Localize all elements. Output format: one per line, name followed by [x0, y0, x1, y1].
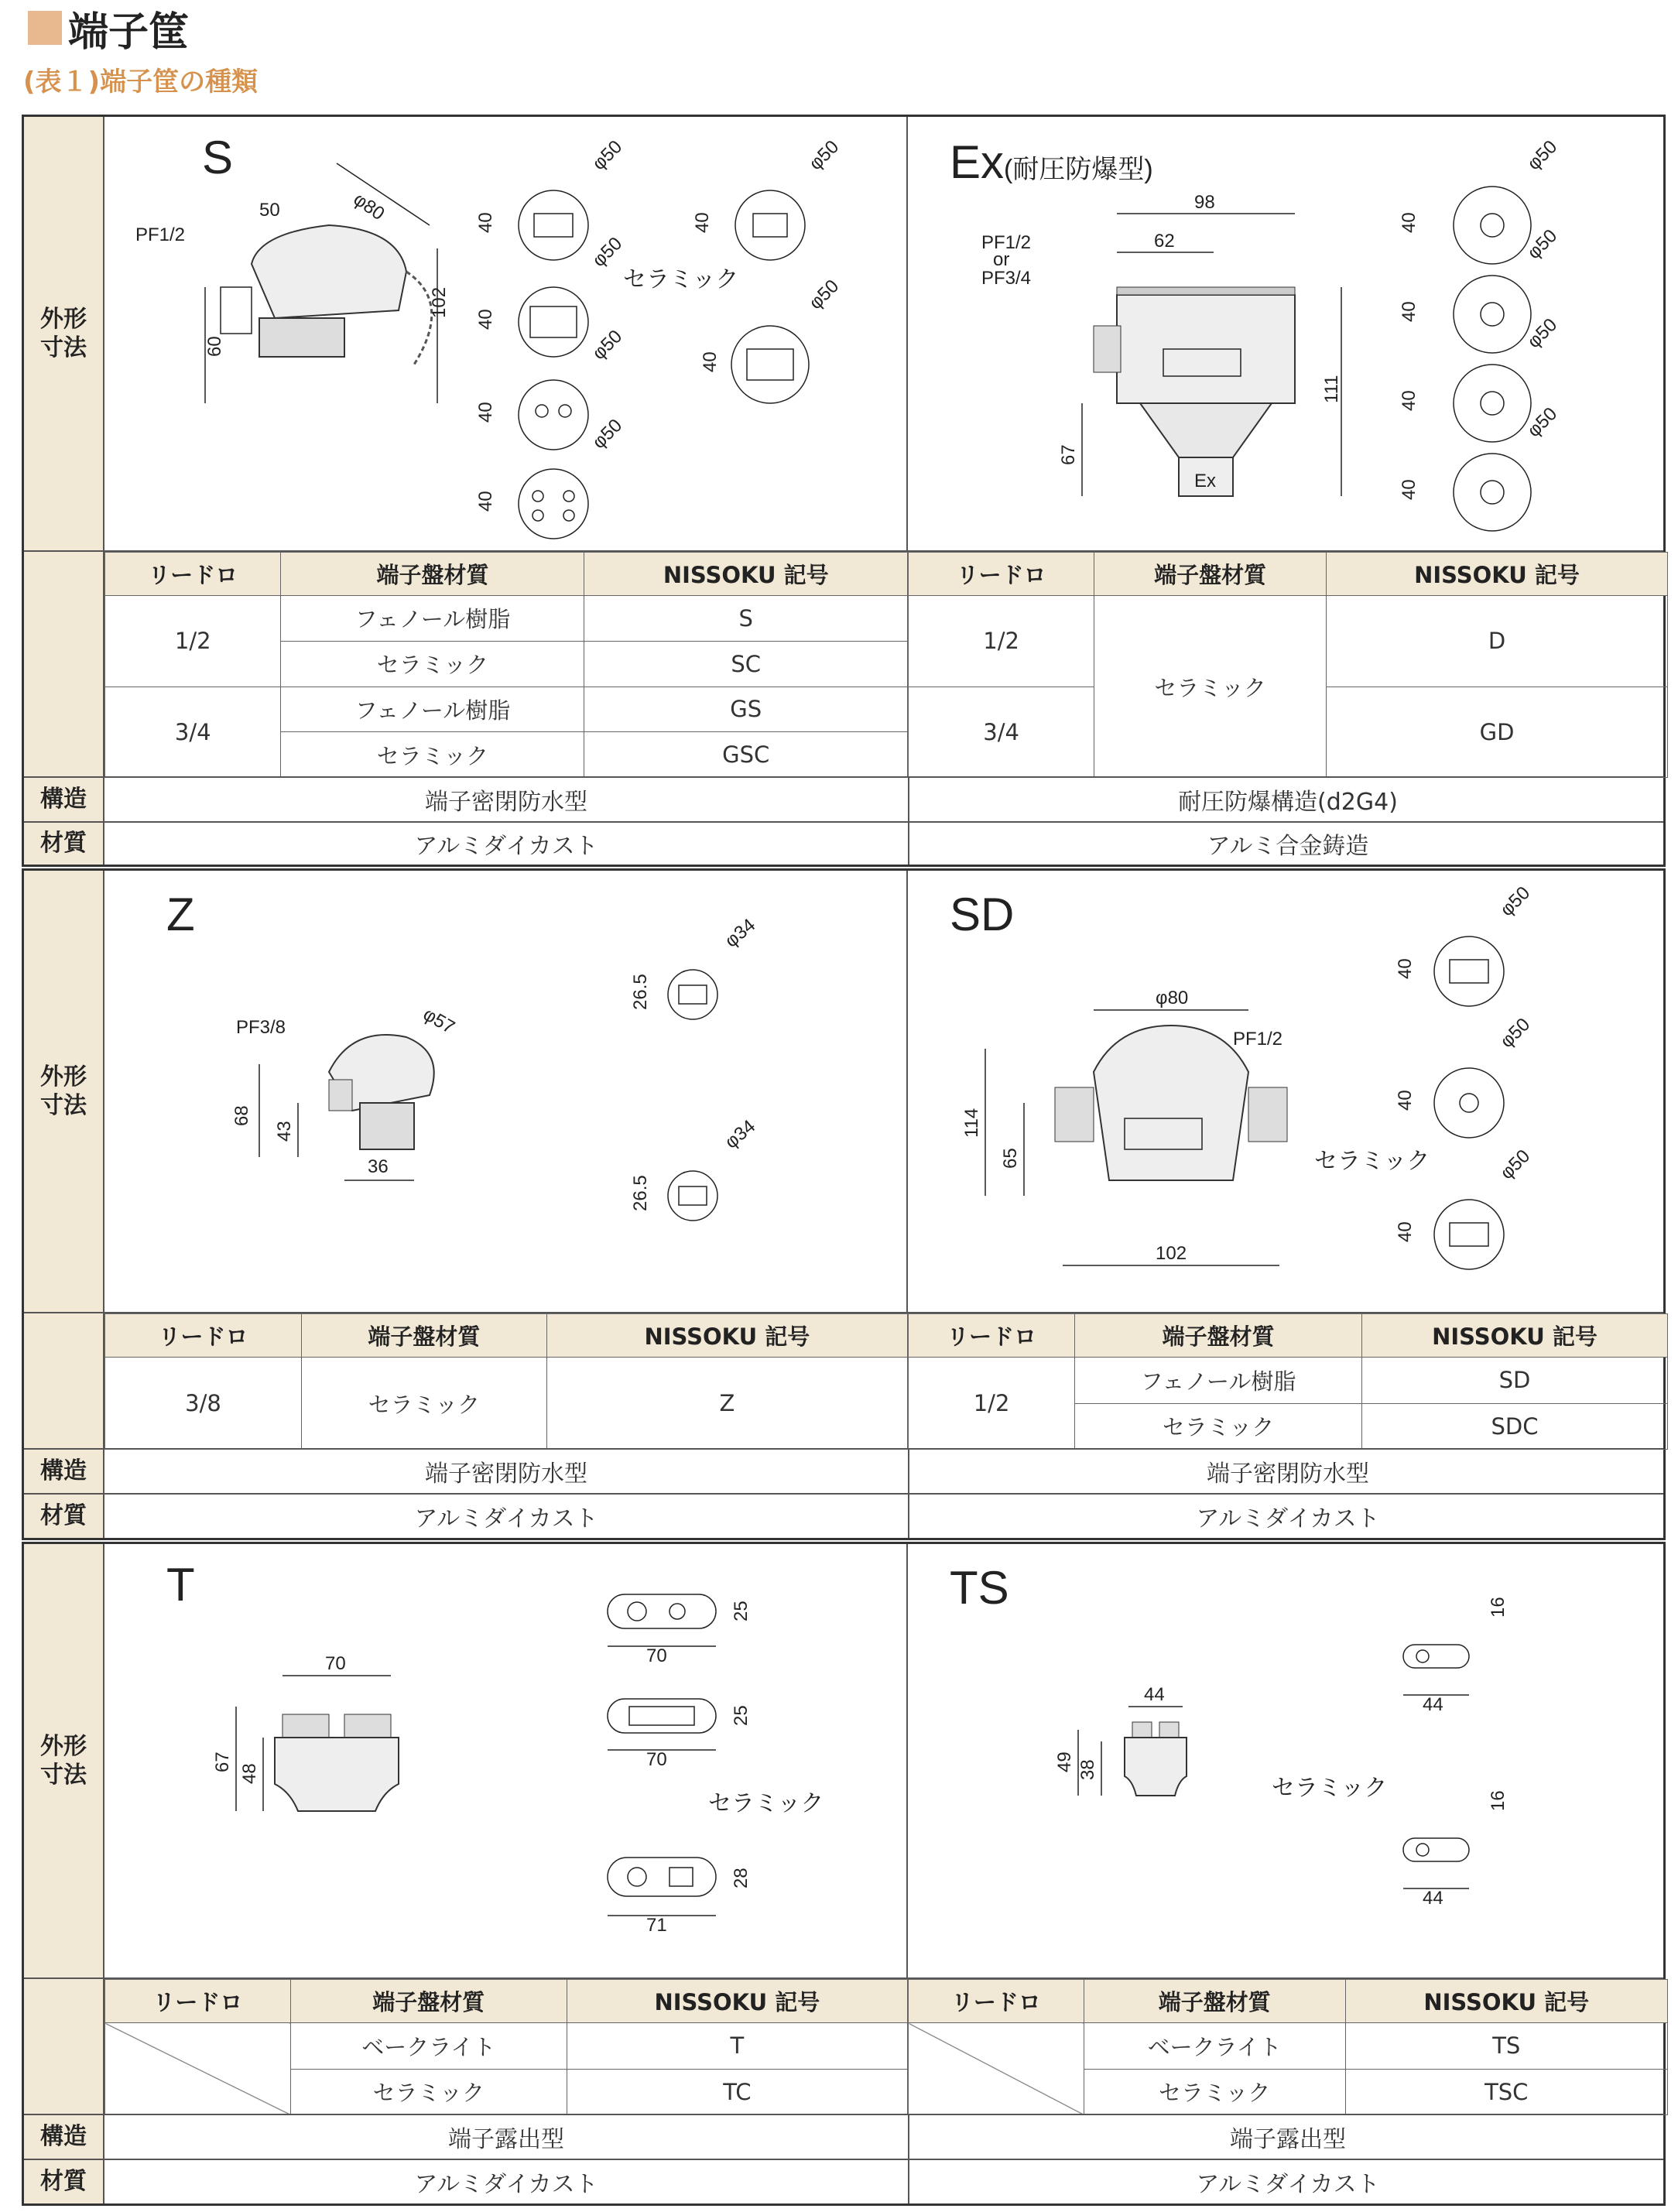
lead-blank-ts: [909, 2023, 1084, 2115]
material-s: アルミダイカスト: [414, 833, 598, 860]
page-heading: [28, 3, 190, 56]
svg-text:111: 111: [1321, 375, 1342, 403]
svg-text:44: 44: [1144, 1684, 1165, 1705]
housing-z-shape: [329, 1035, 434, 1149]
svg-text:65: 65: [1000, 1148, 1021, 1169]
svg-text:φ50: φ50: [588, 136, 627, 175]
svg-text:44: 44: [1423, 1888, 1443, 1909]
page-title: 端子筐: [68, 9, 190, 56]
outline-label: 外形 寸法: [24, 1544, 104, 1977]
terminal-plate-ts2: [1403, 1838, 1469, 1861]
terminal-disc-s2: [519, 287, 588, 357]
svg-text:40: 40: [1395, 1090, 1416, 1111]
svg-text:40: 40: [1399, 479, 1419, 500]
heading-marker: [28, 11, 62, 45]
structure-row-1: [24, 776, 1663, 821]
svg-text:40: 40: [1395, 1221, 1416, 1242]
svg-text:φ50: φ50: [1496, 882, 1535, 921]
spec-row-1: [24, 550, 1663, 776]
svg-text:or: or: [993, 249, 1010, 270]
spec-table-s: リードロ 端子盤材質 NISSOKU 記号 1/2 フェノール樹脂 S セラミック SC 3/4 フェノール樹脂 GS セラミック GSC: [104, 552, 908, 778]
structure-s: 端子密閉防水型: [425, 789, 587, 816]
dim-phi80: φ80: [349, 188, 389, 225]
material-ts: アルミダイカスト: [1196, 2171, 1380, 2198]
terminal-plate-t3: [608, 1858, 716, 1896]
terminal-plate-t1: [608, 1594, 716, 1628]
drawing-sd: [908, 871, 1668, 1312]
spec-table-ts: リードロ 端子盤材質 NISSOKU 記号 ベークライト TS セラミック TSC: [908, 1979, 1668, 2115]
svg-text:セラミック: セラミック: [1272, 1775, 1388, 1801]
svg-text:36: 36: [368, 1156, 389, 1177]
diagram-z: [104, 871, 908, 1312]
material-row-3: 材質 アルミダイカスト アルミダイカスト: [24, 2159, 1663, 2203]
svg-text:26.5: 26.5: [630, 1175, 651, 1211]
dim-102: 102: [429, 286, 450, 318]
svg-text:16: 16: [1488, 1597, 1508, 1618]
spec-table-sd: リードロ 端子盤材質 NISSOKU 記号 1/2 フェノール樹脂 SD セラミック SDC: [908, 1313, 1668, 1450]
svg-text:φ34: φ34: [721, 1115, 760, 1153]
svg-text:φ34: φ34: [721, 914, 760, 952]
drawing-s: [104, 117, 908, 550]
svg-text:40: 40: [475, 309, 496, 330]
type-name-s: S: [202, 132, 234, 183]
material-sd: アルミダイカスト: [1196, 1505, 1380, 1532]
structure-row-2: 構造 端子密閉防水型 端子密閉防水型: [24, 1448, 1663, 1493]
structure-sd: 端子密閉防水型: [1207, 1460, 1369, 1488]
svg-text:40: 40: [692, 212, 713, 233]
terminal-disc-sd3: [1434, 1200, 1504, 1269]
diagram-sd: [908, 871, 1668, 1312]
svg-text:48: 48: [239, 1763, 260, 1784]
spec-table-t: リードロ 端子盤材質 NISSOKU 記号 ベークライト T セラミック TC: [104, 1979, 908, 2115]
drawing-ex: [908, 117, 1668, 550]
svg-text:67: 67: [212, 1751, 233, 1772]
svg-text:25: 25: [731, 1705, 752, 1726]
svg-text:70: 70: [325, 1653, 346, 1674]
drawing-t: [104, 1544, 908, 1977]
structure-ex: 耐圧防爆構造(d2G4): [1178, 789, 1398, 816]
lead-blank-t: [105, 2023, 291, 2115]
svg-text:40: 40: [1395, 958, 1416, 979]
material-row-1: [24, 821, 1663, 865]
terminal-disc-sd2: [1434, 1068, 1504, 1138]
svg-text:40: 40: [475, 491, 496, 512]
diagram-ex: [908, 117, 1668, 550]
panel-z-sd: [22, 868, 1666, 1540]
material-t: アルミダイカスト: [414, 2171, 598, 2198]
svg-text:φ50: φ50: [1496, 1145, 1535, 1184]
svg-text:71: 71: [646, 1915, 667, 1936]
svg-text:102: 102: [1156, 1243, 1187, 1264]
type-name-sd: SD: [950, 889, 1015, 940]
ceramic-label: セラミック: [623, 267, 739, 293]
material-z: アルミダイカスト: [414, 1505, 598, 1532]
terminal-plate-ts1: [1403, 1645, 1469, 1668]
structure-t: 端子露出型: [448, 2126, 564, 2153]
svg-text:Ex: Ex: [1194, 471, 1217, 491]
outline-label: 外形 寸法: [24, 117, 104, 550]
svg-text:φ50: φ50: [1523, 225, 1562, 264]
terminal-disc-ex1: [1454, 187, 1531, 264]
housing-s-shape: [221, 225, 432, 365]
svg-text:44: 44: [1423, 1694, 1443, 1715]
terminal-disc-z2: [668, 1171, 717, 1221]
spec-row-2: [24, 1312, 1663, 1448]
dim-50: 50: [259, 200, 280, 221]
dim-60: 60: [204, 336, 225, 357]
structure-label: 構造: [24, 778, 104, 821]
diagram-t: [104, 1544, 908, 1977]
svg-text:98: 98: [1194, 192, 1215, 213]
diagram-s: [104, 117, 908, 550]
housing-t-shape: [275, 1714, 399, 1811]
type-name-ts: TS: [950, 1562, 1009, 1614]
terminal-disc-sd1: [1434, 937, 1504, 1006]
terminal-disc-s3: [519, 380, 588, 450]
material-ex: アルミ合金鋳造: [1207, 833, 1369, 860]
material-label: 材質: [24, 823, 104, 865]
svg-text:φ57: φ57: [420, 1003, 459, 1039]
terminal-disc-ex3: [1454, 365, 1531, 442]
svg-text:68: 68: [231, 1105, 252, 1126]
svg-text:40: 40: [700, 351, 721, 372]
table-label-blank: [24, 552, 104, 776]
svg-text:セラミック: セラミック: [708, 1791, 824, 1817]
type-name-ex: Ex(耐圧防爆型): [950, 136, 1153, 188]
dim-pf: PF1/2: [135, 224, 186, 245]
svg-text:φ50: φ50: [1523, 403, 1562, 442]
svg-text:38: 38: [1077, 1759, 1098, 1780]
panel-t-ts: [22, 1542, 1666, 2206]
terminal-disc-ex2: [1454, 276, 1531, 353]
terminal-disc-s5: [735, 190, 805, 260]
material-row-2: 材質 アルミダイカスト アルミダイカスト: [24, 1493, 1663, 1538]
svg-text:26.5: 26.5: [630, 974, 651, 1010]
panel-s-ex: [22, 115, 1666, 867]
terminal-disc-z1: [668, 970, 717, 1019]
svg-text:40: 40: [1399, 301, 1419, 322]
svg-text:φ50: φ50: [588, 326, 627, 365]
svg-text:70: 70: [646, 1645, 667, 1666]
svg-text:PF1/2: PF1/2: [981, 232, 1032, 253]
terminal-disc-s1: [519, 190, 588, 260]
structure-ts: 端子露出型: [1230, 2126, 1346, 2153]
svg-text:φ80: φ80: [1156, 988, 1189, 1008]
svg-text:40: 40: [475, 402, 496, 423]
svg-text:セラミック: セラミック: [1314, 1149, 1430, 1174]
housing-ex-shape: [1094, 287, 1295, 496]
outline-label: 外形 寸法: [24, 871, 104, 1312]
svg-text:16: 16: [1488, 1790, 1508, 1811]
svg-text:43: 43: [274, 1121, 295, 1142]
type-name-t: T: [166, 1559, 195, 1611]
svg-text:PF3/4: PF3/4: [981, 268, 1032, 289]
svg-text:40: 40: [1399, 390, 1419, 411]
svg-text:114: 114: [961, 1108, 982, 1138]
svg-text:67: 67: [1058, 444, 1079, 465]
svg-text:40: 40: [475, 212, 496, 233]
svg-text:PF1/2: PF1/2: [1233, 1029, 1283, 1050]
svg-text:φ50: φ50: [1523, 314, 1562, 353]
drawing-z: [104, 871, 908, 1312]
terminal-disc-s6: [731, 326, 809, 403]
housing-ts-shape: [1125, 1722, 1187, 1796]
svg-text:62: 62: [1154, 231, 1175, 252]
svg-text:25: 25: [731, 1601, 752, 1621]
structure-z: 端子密閉防水型: [425, 1460, 587, 1488]
svg-text:φ50: φ50: [1496, 1014, 1535, 1053]
structure-row-3: 構造 端子露出型 端子露出型: [24, 2114, 1663, 2159]
spec-table-z: リードロ 端子盤材質 NISSOKU 記号 3/8 セラミック Z: [104, 1313, 908, 1450]
diagram-ts: [908, 1544, 1668, 1977]
svg-text:φ50: φ50: [805, 136, 844, 175]
terminal-disc-ex4: [1454, 454, 1531, 531]
drawing-ts: [908, 1544, 1668, 1977]
type-name-z: Z: [166, 889, 195, 940]
svg-text:28: 28: [731, 1868, 752, 1888]
terminal-plate-t2: [608, 1699, 716, 1733]
terminal-disc-s4: [519, 469, 588, 539]
table-caption: (表１)端子筐の種類: [23, 67, 259, 98]
svg-text:φ50: φ50: [588, 233, 627, 272]
svg-text:70: 70: [646, 1749, 667, 1770]
svg-text:49: 49: [1054, 1751, 1075, 1772]
svg-text:φ50: φ50: [1523, 136, 1562, 175]
svg-text:φ50: φ50: [805, 276, 844, 314]
svg-text:40: 40: [1399, 212, 1419, 233]
svg-text:PF3/8: PF3/8: [236, 1017, 286, 1038]
svg-text:φ50: φ50: [588, 415, 627, 454]
spec-row-3: [24, 1977, 1663, 2114]
spec-table-ex: リードロ 端子盤材質 NISSOKU 記号 1/2 セラミック D 3/4 GD: [908, 552, 1668, 778]
